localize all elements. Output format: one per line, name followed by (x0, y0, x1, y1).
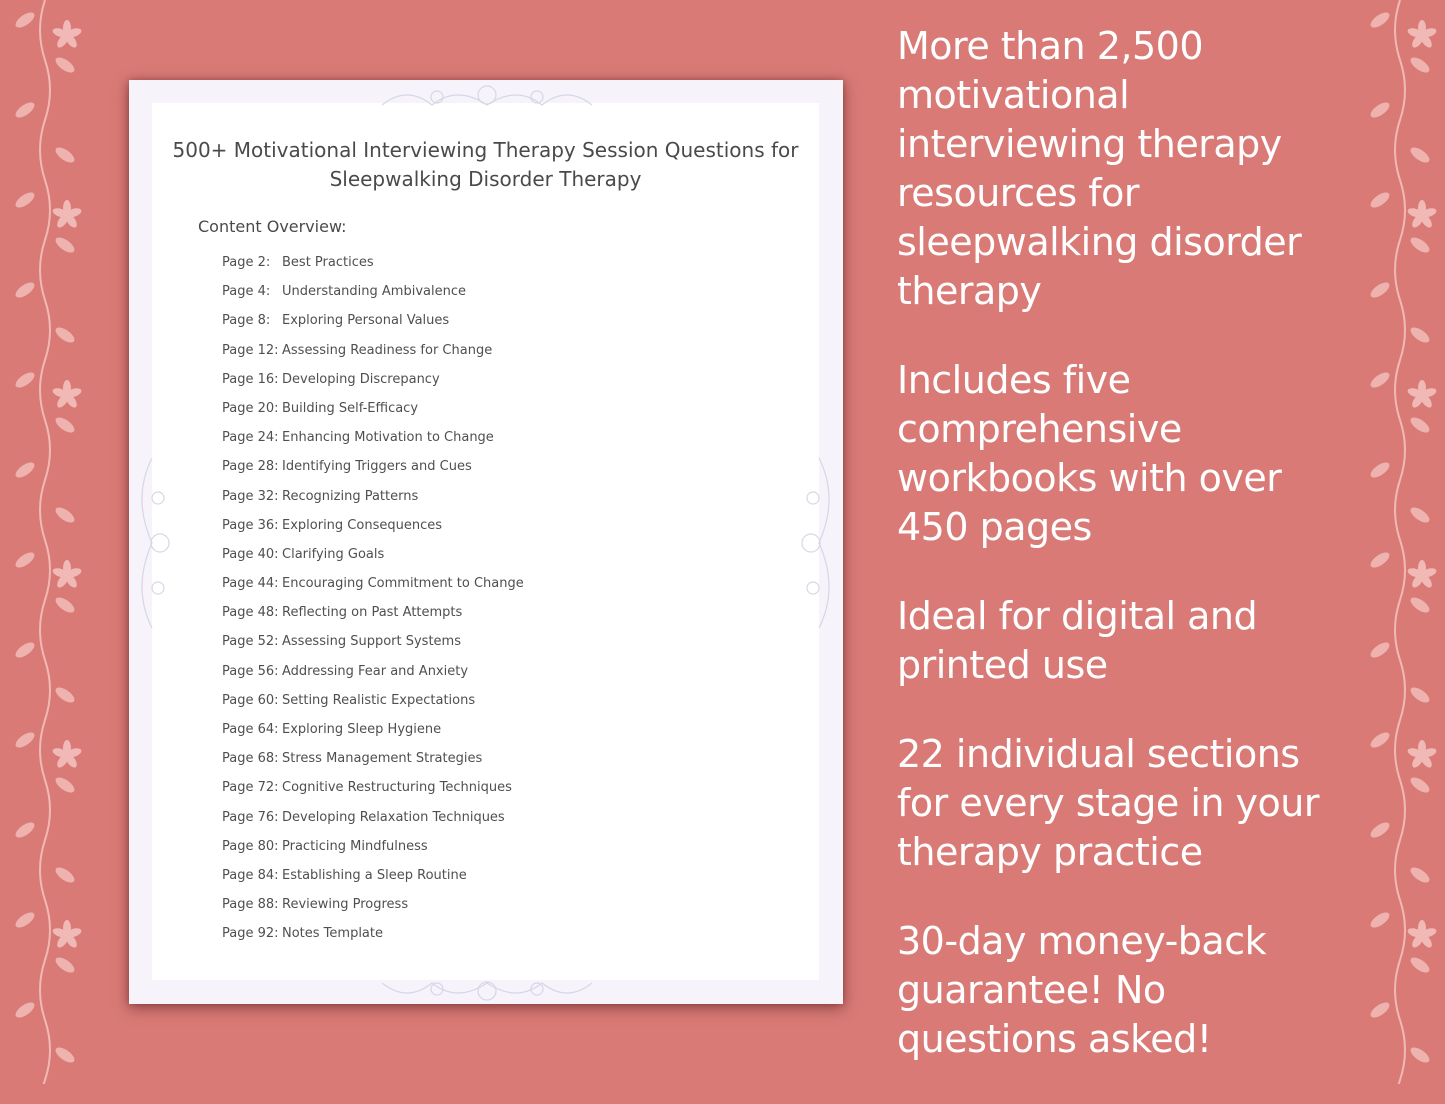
toc-item (222, 664, 524, 693)
toc-page-number: Page 2: (222, 255, 271, 270)
toc-page-number: Page 16: (222, 371, 279, 387)
toc-title: Clarifying Goals (282, 546, 385, 562)
toc-title: Developing Relaxation Techniques (282, 809, 505, 825)
toc-title: Enhancing Motivation to Change (282, 430, 494, 446)
toc-item (222, 751, 524, 780)
toc-item (222, 284, 524, 313)
document-title: 500+ Motivational Interviewing Therapy Session Questions for Sleepwalking Disorder Therapy (172, 138, 799, 191)
toc-page-number: Page 72: (222, 780, 279, 796)
feature-text: Ideal for digital and printed use (897, 594, 1258, 687)
content-overview-label: Content Overview: (198, 217, 347, 236)
toc-item (222, 897, 524, 926)
toc-title: Cognitive Restructuring Techniques (282, 780, 512, 796)
toc-item (222, 372, 524, 401)
toc-item (222, 693, 524, 722)
toc-title: Encouraging Commitment to Change (282, 576, 524, 592)
toc-page-number: Page 92: (222, 926, 279, 942)
toc-page-number: Page 64: (222, 722, 279, 737)
toc-item (222, 313, 524, 342)
toc-page-number: Page 68: (222, 751, 279, 767)
toc-title: Recognizing Patterns (282, 488, 419, 504)
toc-title: Addressing Fear and Anxiety (282, 663, 469, 679)
toc-item (222, 810, 524, 839)
feature-text: Includes five comprehensive workbooks with over 450 pages (897, 358, 1282, 549)
toc-item (222, 868, 524, 897)
toc-page-number: Page 48: (222, 605, 279, 621)
toc-title: Assessing Readiness for Change (282, 342, 493, 358)
toc-item (222, 839, 524, 868)
toc-page-number: Page 12: (222, 342, 279, 358)
toc-title: Exploring Consequences (282, 517, 442, 533)
toc-item (222, 547, 524, 576)
feature-list (897, 22, 1337, 1104)
toc-title: Notes Template (282, 926, 383, 942)
toc-title: Assessing Support Systems (282, 634, 461, 650)
toc-title: Best Practices (282, 255, 374, 270)
floral-vine-left-icon (0, 0, 90, 1084)
toc-page-number: Page 44: (222, 576, 279, 592)
toc-title: Exploring Personal Values (282, 313, 450, 329)
floral-vine-right-icon (1355, 0, 1445, 1084)
toc-title: Setting Realistic Expectations (282, 692, 476, 708)
toc-title: Understanding Ambivalence (282, 284, 466, 300)
toc-page-number: Page 60: (222, 692, 279, 708)
toc-page-number: Page 84: (222, 867, 279, 883)
toc-item (222, 518, 524, 547)
feature-text: 22 individual sections for every stage in your therapy practice (897, 732, 1319, 874)
feature-text: 30-day money-back guarantee! No questions asked! (897, 919, 1267, 1061)
document-preview (129, 80, 843, 1004)
toc-title: Stress Management Strategies (282, 751, 483, 767)
mandala-right-icon (799, 458, 839, 628)
toc-title: Practicing Mindfulness (282, 838, 428, 854)
document-page (152, 103, 819, 980)
toc-item (222, 722, 524, 751)
toc-item (222, 780, 524, 809)
table-of-contents (222, 255, 524, 956)
toc-item (222, 926, 524, 955)
toc-item (222, 489, 524, 518)
toc-item (222, 430, 524, 459)
toc-page-number: Page 80: (222, 838, 279, 854)
toc-title: Exploring Sleep Hygiene (282, 722, 442, 737)
toc-item (222, 401, 524, 430)
toc-page-number: Page 36: (222, 517, 279, 533)
toc-page-number: Page 20: (222, 400, 279, 416)
toc-item (222, 255, 524, 284)
toc-page-number: Page 88: (222, 897, 279, 913)
toc-page-number: Page 52: (222, 634, 279, 650)
toc-item (222, 343, 524, 372)
toc-page-number: Page 4: (222, 284, 271, 300)
toc-title: Reflecting on Past Attempts (282, 605, 463, 621)
toc-page-number: Page 32: (222, 488, 279, 504)
toc-item (222, 605, 524, 634)
toc-item (222, 576, 524, 605)
mandala-top-icon (382, 85, 592, 125)
mandala-left-icon (132, 458, 172, 628)
toc-page-number: Page 28: (222, 459, 279, 475)
toc-page-number: Page 24: (222, 430, 279, 446)
toc-title: Identifying Triggers and Cues (282, 459, 472, 475)
toc-title: Developing Discrepancy (282, 371, 440, 387)
toc-page-number: Page 40: (222, 546, 279, 562)
toc-page-number: Page 76: (222, 809, 279, 825)
toc-item (222, 634, 524, 663)
mandala-bottom-icon (382, 963, 592, 1003)
toc-page-number: Page 8: (222, 313, 271, 329)
toc-title: Reviewing Progress (282, 897, 409, 913)
toc-title: Building Self-Efficacy (282, 400, 419, 416)
feature-text: More than 2,500 motivational interviewing therapy resources for sleepwalking disorder therapy (897, 24, 1302, 313)
toc-title: Establishing a Sleep Routine (282, 867, 467, 883)
toc-page-number: Page 56: (222, 663, 279, 679)
toc-item (222, 459, 524, 488)
